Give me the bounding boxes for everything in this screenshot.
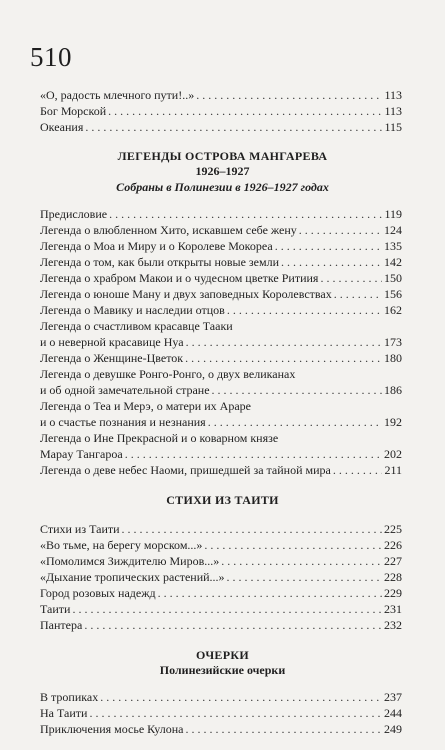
toc-entry: В тропиках . . . 237	[40, 690, 402, 704]
toc-entry-line1: Легенда о девушке Ронго-Ронго, о двух великанах	[40, 367, 296, 381]
toc-entry: Город розовых надежд . . . 229	[40, 586, 402, 600]
toc-entry: Пантера . . . 232	[40, 618, 402, 632]
toc-entry: Легенда о Женщине-Цветок . . . 180	[40, 351, 402, 365]
section-subtitle: Полинезийские очерки	[159, 663, 286, 677]
section-heading-poems: СТИХИ ИЗ ТАИТИ	[166, 493, 279, 507]
toc-entry: Стихи из Таити . . . 225	[40, 522, 402, 536]
toc-entry: Предисловие . . . 119	[40, 207, 402, 221]
toc-entry: Таити . . . 231	[40, 602, 402, 616]
toc-entry: «Дыхание тропических растений...» . . . 228	[40, 570, 402, 584]
toc-entry: и об одной замечательной стране . . . 186	[40, 383, 402, 397]
toc-entry: На Таити . . . 244	[40, 706, 402, 720]
toc-entry: «О, радость млечного пути!..» . . . 113	[40, 88, 402, 102]
toc-entry: Легенда о юноше Ману и двух заповедных Королевствах . . . 156	[40, 287, 402, 301]
toc-entry-line1: Легенда о Теа и Мерэ, о матери их Араре	[40, 399, 251, 413]
toc-entry: Мараy Тангароа . . . 202	[40, 447, 402, 461]
toc-entry-line1: Легенда о Ине Прекрасной и о коварном князе	[40, 431, 279, 445]
toc-entry-line1: Легенда о счастливом красавце Тааки	[40, 319, 233, 333]
page-number: 510	[30, 42, 72, 72]
toc-entry: Легенда о влюбленном Хито, искавшем себе жену . . . 124	[40, 223, 402, 237]
toc-entry: «Помолимся Зиждителю Миров...» . . . 227	[40, 554, 402, 568]
toc-entry: Легенда о Мавику и наследии отцов . . . 162	[40, 303, 402, 317]
section-heading-essays: ОЧЕРКИ	[195, 648, 249, 662]
toc-entry: и о счастье познания и незнания . . . 192	[40, 415, 402, 429]
section-subtitle: Собраны в Полинезии в 1926–1927 годах	[116, 180, 329, 194]
toc-entry: Легенда о Моа и Миру и о Королеве Мокореа . . . 135	[40, 239, 402, 253]
toc-entry: Бог Морской . . . 113	[40, 104, 402, 118]
section-years: 1926–1927	[195, 164, 250, 178]
toc-entry: «Во тьме, на берегу морском...» . . . 226	[40, 538, 402, 552]
toc-entry: Приключения мосье Кулона . . . 249	[40, 722, 402, 736]
toc-entry: Океания . . . 115	[40, 120, 402, 134]
toc-entry: Легенда о деве небес Наоми, пришедшей за тайной мира . . . 211	[40, 463, 402, 477]
section-heading-legends: ЛЕГЕНДЫ ОСТРОВА МАНГАРЕВА	[117, 149, 328, 163]
toc-entry: Легенда о том, как были открыты новые земли . . . 142	[40, 255, 402, 269]
toc-entry: и о неверной красавице Нуа . . . 173	[40, 335, 402, 349]
toc-entry: Легенда о храбром Макои и о чудесном цветке Ритиия . . . 150	[40, 271, 402, 285]
